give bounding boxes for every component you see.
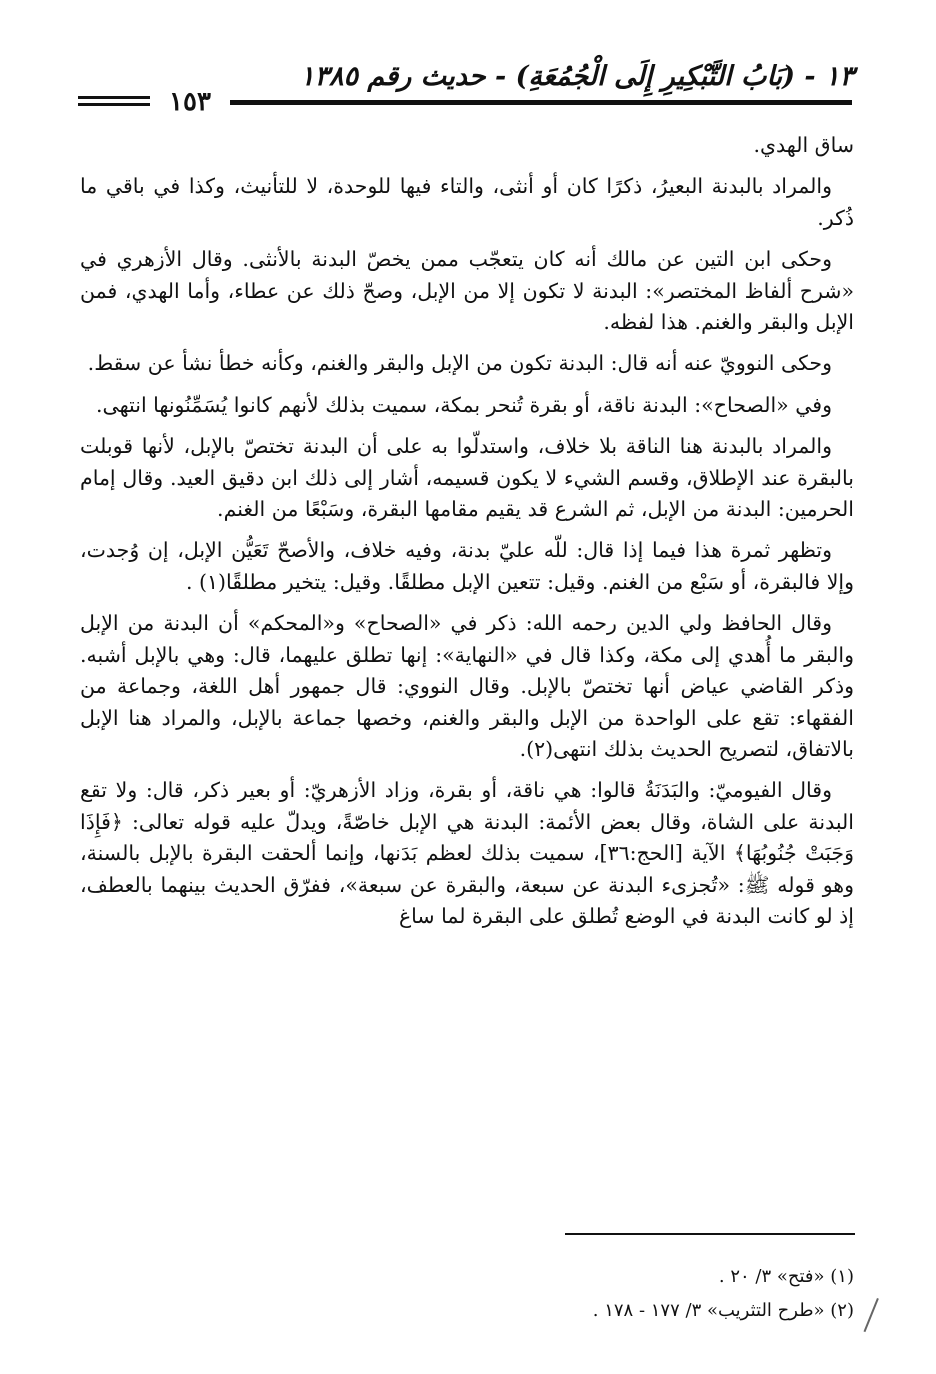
body-text [80,130,854,942]
paragraph-7: وتظهر ثمرة هذا فيما إذا قال: للّه عليّ بدنة، وفيه خلاف، والأصحّ تَعَيُّن الإبل، إن وُجدت، وإلا فالبقرة، أو سَبْع من الغنم. وقيل: تتعين الإبل مطلقًا. وقيل: يتخير مطلقًا(١) . [80,538,854,594]
paragraph-1: ساق الهدي. [753,133,854,157]
paragraph-8: وقال الحافظ ولي الدين رحمه الله: ذكر في «الصحاح» و«المحكم» أن البدنة من الإبل والبقر ما أُهدي إلى مكة، وكذا قال في «النهاية»: إنها تطلق عليهما، قال: وهي بالإبل أشبه. وذكر القاضي عياض أنها تختصّ بالإبل. وقال النووي: قال جمهور أهل اللغة، وجماعة من الفقهاء: تقع على الواحدة من الإبل والبقر والغنم، وخصها جماعة بالإبل، والمراد هنا الإبل بالاتفاق، لتصريح الحديث بذلك انتهى(٢). [80,611,854,761]
header-rule [230,100,852,105]
page-number: ١٥٣ [169,87,211,117]
paragraph-6: والمراد بالبدنة هنا الناقة بلا خلاف، واستدلّوا به على أن البدنة تختصّ بالإبل، لأنها قوبلت بالبقرة عند الإطلاق، وقسم الشيء لا يكون قسيمه، أشار إلى ذلك ابن دقيق العيد. وقال إمام الحرمين: البدنة من الإبل، ثم الشرع قد يقيم مقامها البقرة، وسَبْعًا من الغنم. [80,434,854,522]
footnote-separator [565,1233,855,1235]
header-rule-double-bottom [78,103,150,106]
footnotes [80,1260,854,1328]
paragraph-9: وقال الفيوميّ: والبَدَنَةُ قالوا: هي ناقة، أو بقرة، وزاد الأزهريّ: أو بعير ذكر، قال: ولا تقع البدنة على الشاة، وقال بعض الأئمة: البدنة هي الإبل خاصّةً، ويدلّ عليه قوله تعالى: ﴿فَإِذَا وَجَبَتْ جُنُوبُهَا﴾ الآية [الحج:٣٦]، سميت بذلك لعظم بَدَنها، وإنما ألحقت البقرة بالإبل بالسنة، وهو قوله ﷺ: «تُجزىء البدنة عن سبعة، والبقرة عن سبعة»، ففرّق الحديث بينهما بالعطف، إذ لو كانت البدنة في الوضع تُطلق على البقرة لما ساغ [80,778,854,928]
footnote-2: (٢) «طرح التثريب» ٣/ ١٧٧ - ١٧٨ . [592,1300,854,1321]
margin-pencil-mark [864,1298,879,1332]
paragraph-2: والمراد بالبدنة البعيرُ، ذكرًا كان أو أنثى، والتاء فيها للوحدة، لا للتأنيث، وكذا في باقي ما ذُكر. [80,174,854,230]
paragraph-5: وفي «الصحاح»: البدنة ناقة، أو بقرة تُنحر بمكة، سميت بذلك لأنهم كانوا يُسَمِّنُونها انتهى. [96,392,832,417]
paragraph-3: وحكى ابن التين عن مالك أنه كان يتعجّب ممن يخصّ البدنة بالأنثى. وقال الأزهري في «شرح ألفاظ المختصر»: البدنة لا تكون إلا من الإبل، وصحّ ذلك عن عطاء، وأما الهدي، فمن الإبل والبقر والغنم. هذا لفظه. [80,247,854,335]
running-header-title: ١٣ - (بَابُ التَّبْكِيرِ إِلَى الْجُمُعَةِ) - حديث رقم ١٣٨٥ [299,61,854,92]
header-rule-double-top [78,96,150,99]
footnote-1: (١) «فتح» ٣/ ٢٠ . [718,1266,854,1287]
paragraph-4: وحكى النوويّ عنه أنه قال: البدنة تكون من الإبل والبقر والغنم، وكأنه خطأ نشأ عن سقط. [87,351,832,376]
